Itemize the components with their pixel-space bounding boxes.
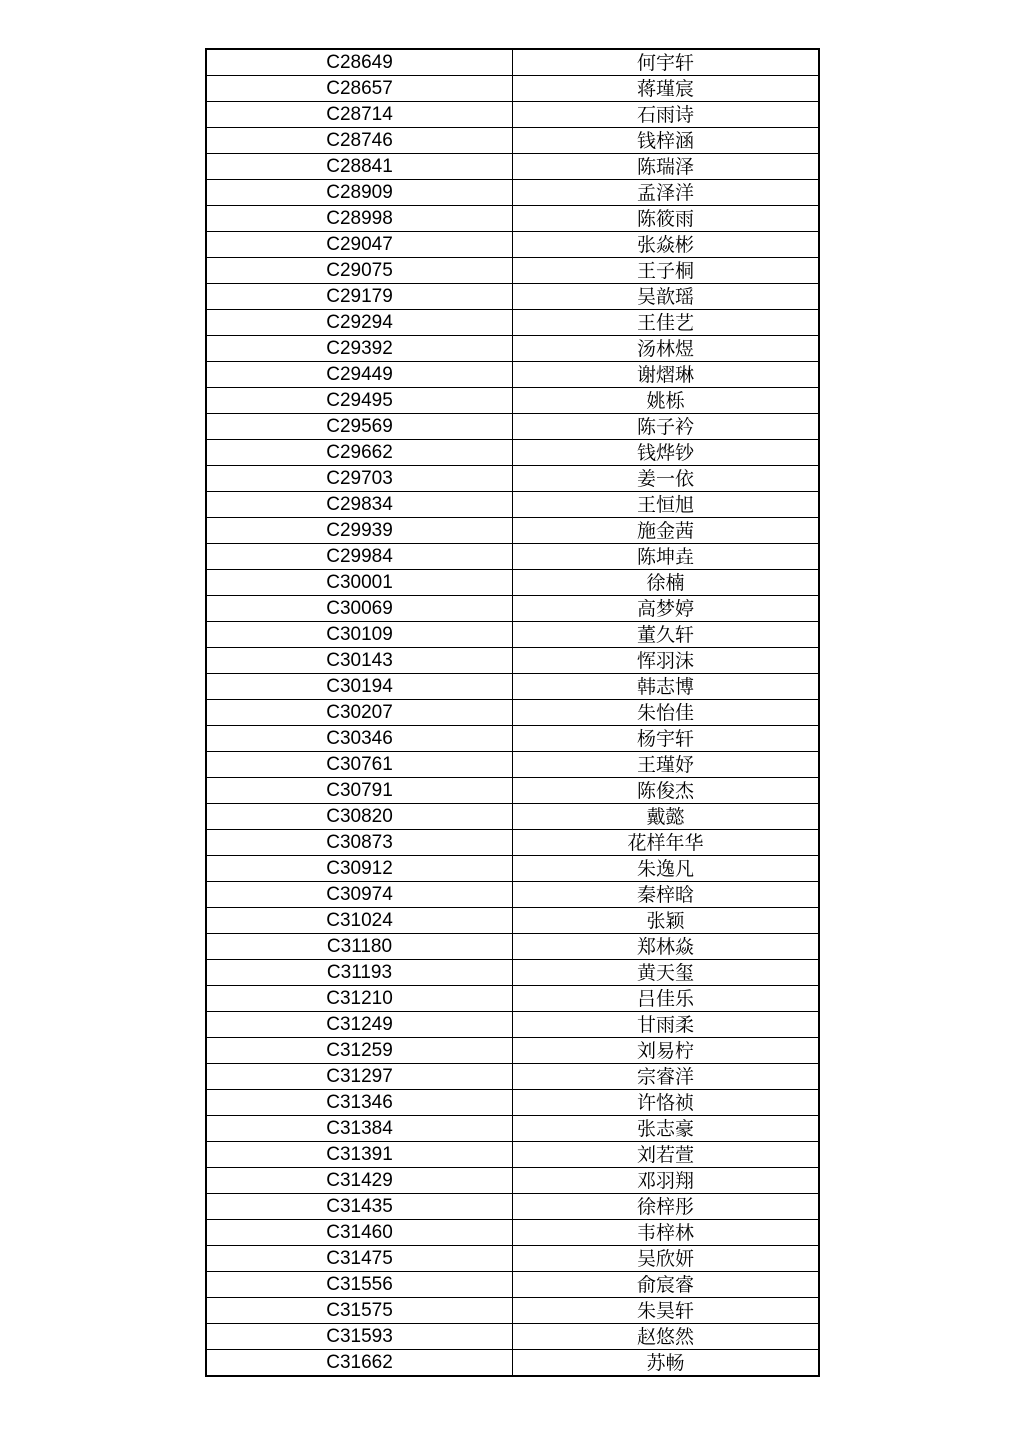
name-cell: 蒋瑾宸 [513,76,820,102]
table-row [206,180,819,206]
name-cell: 董久轩 [513,622,820,648]
table-row [206,544,819,570]
table-row [206,466,819,492]
id-cell: C30974 [206,882,513,908]
id-cell: C31259 [206,1038,513,1064]
name-cell: 苏畅 [513,1350,820,1377]
id-cell: C30346 [206,726,513,752]
table-row [206,1012,819,1038]
table-row [206,1246,819,1272]
name-cell: 徐楠 [513,570,820,596]
name-cell: 许恪祯 [513,1090,820,1116]
table-row [206,648,819,674]
table-row [206,232,819,258]
table-row [206,726,819,752]
table-row [206,492,819,518]
name-cell: 吴歆瑶 [513,284,820,310]
name-cell: 朱昊轩 [513,1298,820,1324]
id-cell: C29449 [206,362,513,388]
id-cell: C29939 [206,518,513,544]
id-cell: C31297 [206,1064,513,1090]
id-cell: C30820 [206,804,513,830]
id-cell: C31210 [206,986,513,1012]
name-cell: 黄天玺 [513,960,820,986]
id-cell: C28841 [206,154,513,180]
id-cell: C28909 [206,180,513,206]
name-cell: 高梦婷 [513,596,820,622]
name-cell: 郑林焱 [513,934,820,960]
name-cell: 姚栎 [513,388,820,414]
id-cell: C29392 [206,336,513,362]
id-cell: C30001 [206,570,513,596]
id-cell: C31593 [206,1324,513,1350]
id-cell: C31193 [206,960,513,986]
table-row [206,934,819,960]
name-cell: 邓羽翔 [513,1168,820,1194]
name-cell: 谢熠琳 [513,362,820,388]
table-row [206,49,819,76]
name-cell: 秦梓晗 [513,882,820,908]
id-cell: C29495 [206,388,513,414]
id-cell: C30194 [206,674,513,700]
name-cell: 王佳艺 [513,310,820,336]
id-cell: C29703 [206,466,513,492]
name-cell: 刘若萱 [513,1142,820,1168]
table-row [206,1272,819,1298]
name-cell: 钱烨钞 [513,440,820,466]
id-cell: C29075 [206,258,513,284]
table-row [206,882,819,908]
name-cell: 陈坤垚 [513,544,820,570]
table-row [206,778,819,804]
table-row [206,596,819,622]
name-cell: 刘易柠 [513,1038,820,1064]
table-row [206,1350,819,1377]
table-row [206,752,819,778]
table-row [206,856,819,882]
table-row [206,1220,819,1246]
table-row [206,700,819,726]
id-cell: C31435 [206,1194,513,1220]
name-cell: 张焱彬 [513,232,820,258]
id-cell: C28746 [206,128,513,154]
name-cell: 王子桐 [513,258,820,284]
table-row [206,284,819,310]
table-row [206,908,819,934]
name-cell: 施金茜 [513,518,820,544]
id-cell: C29984 [206,544,513,570]
table-row [206,206,819,232]
table-row [206,414,819,440]
name-cell: 甘雨柔 [513,1012,820,1038]
id-cell: C29662 [206,440,513,466]
id-cell: C28998 [206,206,513,232]
table-row [206,154,819,180]
name-cell: 姜一依 [513,466,820,492]
id-cell: C30873 [206,830,513,856]
name-cell: 孟泽洋 [513,180,820,206]
name-cell: 王瑾妤 [513,752,820,778]
table-row [206,102,819,128]
id-cell: C29179 [206,284,513,310]
id-cell: C31556 [206,1272,513,1298]
id-cell: C30761 [206,752,513,778]
id-cell: C31024 [206,908,513,934]
table-row [206,1194,819,1220]
table-row [206,518,819,544]
table-row [206,622,819,648]
name-cell: 陈筱雨 [513,206,820,232]
name-cell: 吕佳乐 [513,986,820,1012]
table-row [206,1324,819,1350]
table-row [206,986,819,1012]
name-cell: 王恒旭 [513,492,820,518]
name-cell: 韩志博 [513,674,820,700]
table-row [206,76,819,102]
name-list-table [205,48,820,1377]
table-row [206,1168,819,1194]
table-row [206,804,819,830]
name-cell: 杨宇轩 [513,726,820,752]
table-row [206,388,819,414]
name-cell: 何宇轩 [513,49,820,76]
name-cell: 陈子衿 [513,414,820,440]
name-cell: 俞宸睿 [513,1272,820,1298]
id-cell: C31575 [206,1298,513,1324]
table-row [206,1142,819,1168]
table-row [206,258,819,284]
name-cell: 陈俊杰 [513,778,820,804]
name-cell: 徐梓彤 [513,1194,820,1220]
id-cell: C29047 [206,232,513,258]
name-cell: 张志豪 [513,1116,820,1142]
id-cell: C30143 [206,648,513,674]
name-cell: 花样年华 [513,830,820,856]
id-cell: C28714 [206,102,513,128]
id-cell: C28649 [206,49,513,76]
table-row [206,310,819,336]
table-row [206,362,819,388]
id-cell: C28657 [206,76,513,102]
id-cell: C31429 [206,1168,513,1194]
id-cell: C29569 [206,414,513,440]
name-cell: 钱梓涵 [513,128,820,154]
table-row [206,1090,819,1116]
table-row [206,1298,819,1324]
table-row [206,336,819,362]
id-cell: C30791 [206,778,513,804]
id-cell: C31384 [206,1116,513,1142]
table-row [206,570,819,596]
id-cell: C29834 [206,492,513,518]
id-cell: C31249 [206,1012,513,1038]
table-row [206,440,819,466]
id-cell: C31475 [206,1246,513,1272]
name-cell: 石雨诗 [513,102,820,128]
name-cell: 韦梓林 [513,1220,820,1246]
id-cell: C30207 [206,700,513,726]
table-row [206,960,819,986]
name-cell: 赵悠然 [513,1324,820,1350]
table-row [206,674,819,700]
name-cell: 汤林煜 [513,336,820,362]
name-cell: 吴欣妍 [513,1246,820,1272]
table-row [206,128,819,154]
id-cell: C31346 [206,1090,513,1116]
name-cell: 恽羽沫 [513,648,820,674]
id-cell: C30912 [206,856,513,882]
id-cell: C31460 [206,1220,513,1246]
id-cell: C31662 [206,1350,513,1377]
name-cell: 戴懿 [513,804,820,830]
name-cell: 张颖 [513,908,820,934]
id-cell: C30069 [206,596,513,622]
table-row [206,1038,819,1064]
table-row [206,830,819,856]
id-cell: C31391 [206,1142,513,1168]
id-cell: C29294 [206,310,513,336]
id-cell: C31180 [206,934,513,960]
name-cell: 朱逸凡 [513,856,820,882]
table-body [206,49,819,1376]
table-row [206,1116,819,1142]
name-cell: 宗睿洋 [513,1064,820,1090]
id-cell: C30109 [206,622,513,648]
table-row [206,1064,819,1090]
name-cell: 陈瑞泽 [513,154,820,180]
name-cell: 朱怡佳 [513,700,820,726]
